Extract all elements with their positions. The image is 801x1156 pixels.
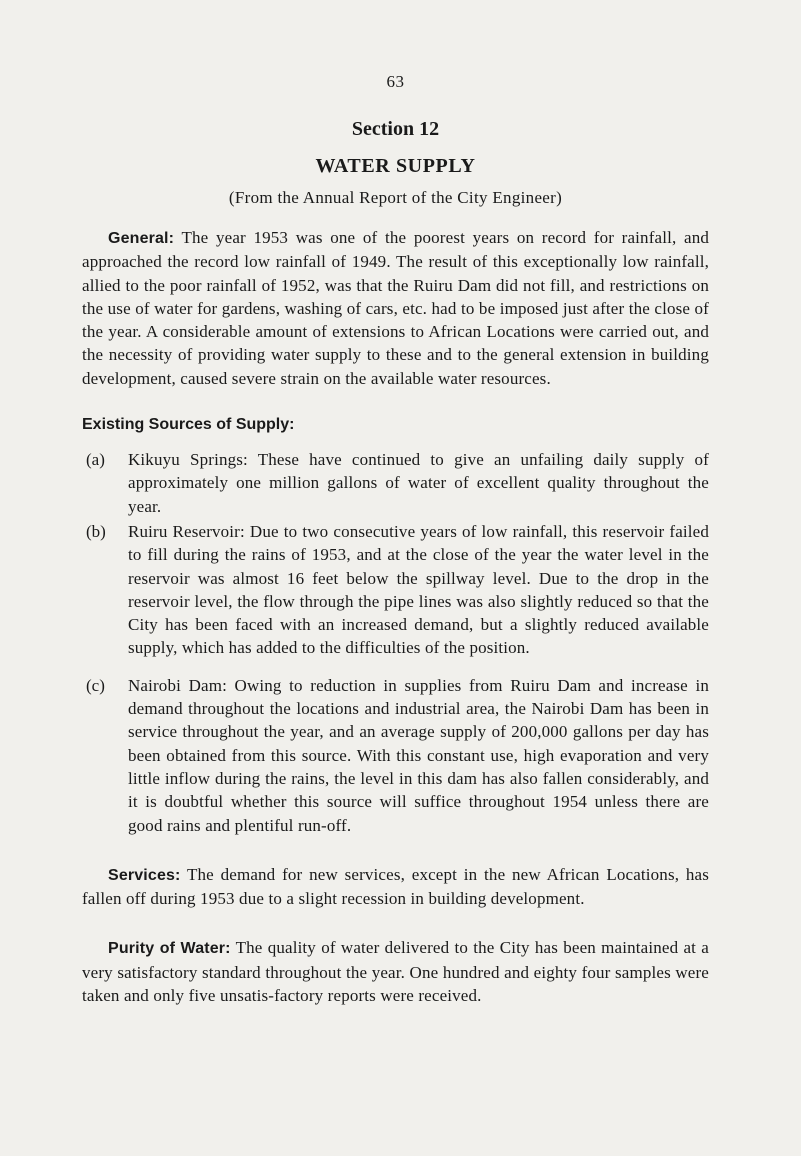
list-marker: (b) <box>86 521 106 541</box>
list-item-text: Kikuyu Springs: These have continued to give an unfailing daily supply of approximately one million gallons of water of excellent quality throughout the year. <box>128 450 709 516</box>
purity-paragraph <box>82 936 709 1007</box>
list-item <box>82 520 709 660</box>
services-paragraph <box>82 863 709 911</box>
list-item <box>82 448 709 518</box>
general-paragraph <box>82 226 709 390</box>
page-number: 63 <box>386 72 405 91</box>
services-heading: Services: <box>108 866 181 884</box>
section-label: Section 12 <box>351 118 440 140</box>
document-page <box>82 72 709 1007</box>
list-item-text: Nairobi Dam: Owing to reduction in supplies from Ruiru Dam and increase in demand throughout the locations and industrial area, the Nairobi Dam has been in service throughout the year, and an average supply of 200,000 gallons per day has been obtained from this source. With this constant use, high evaporation and very little inflow during the rains, the level in this dam has also fallen considerably, and it is doubtful whether this source will suffice throughout 1954 unless there are good rains and plentiful run-off. <box>128 675 709 835</box>
purity-heading: Purity of Water: <box>108 940 231 958</box>
list-marker: (a) <box>86 450 105 470</box>
list-item <box>82 674 709 837</box>
general-heading: General: <box>108 230 175 247</box>
page-title: WATER SUPPLY <box>315 155 476 177</box>
subtitle: (From the Annual Report of the City Engineer) <box>228 188 563 207</box>
services-text: The demand for new services, except in the new African Locations, has fallen off during 1953 due to a slight recession in building development. <box>82 864 709 909</box>
list-marker: (c) <box>86 675 105 695</box>
purity-text: The quality of water delivered to the City has been maintained at a very satisfactory standard throughout the year. One hundred and eighty four samples were taken and only five unsatis-factory reports were received. <box>82 938 709 1006</box>
list-item-text: Ruiru Reservoir: Due to two consecutive years of low rainfall, this reservoir failed to fill during the rains of 1953, and at the close of the year the water level in the reservoir was almost 16 feet below the spillway level. Due to the drop in the reservoir level, the flow through the pipe lines was also slightly reduced so that the City has been faced with an increased demand, but a slightly reduced available supply, which has added to the difficulties of the position. <box>128 521 709 658</box>
general-text: The year 1953 was one of the poorest years on record for rainfall, and approached the record low rainfall of 1949. The result of this exceptionally low rainfall, allied to the poor rainfall of 1952, was that the Ruiru Dam did not fill, and restrictions on the use of water for gardens, washing of cars, etc. had to be imposed just after the close of the year. A considerable amount of extensions to African Locations were carried out, and the necessity of providing water supply to these and to the general extension in building development, caused severe strain on the available water resources. <box>82 228 709 388</box>
sources-heading: Existing Sources of Supply: <box>82 416 295 434</box>
